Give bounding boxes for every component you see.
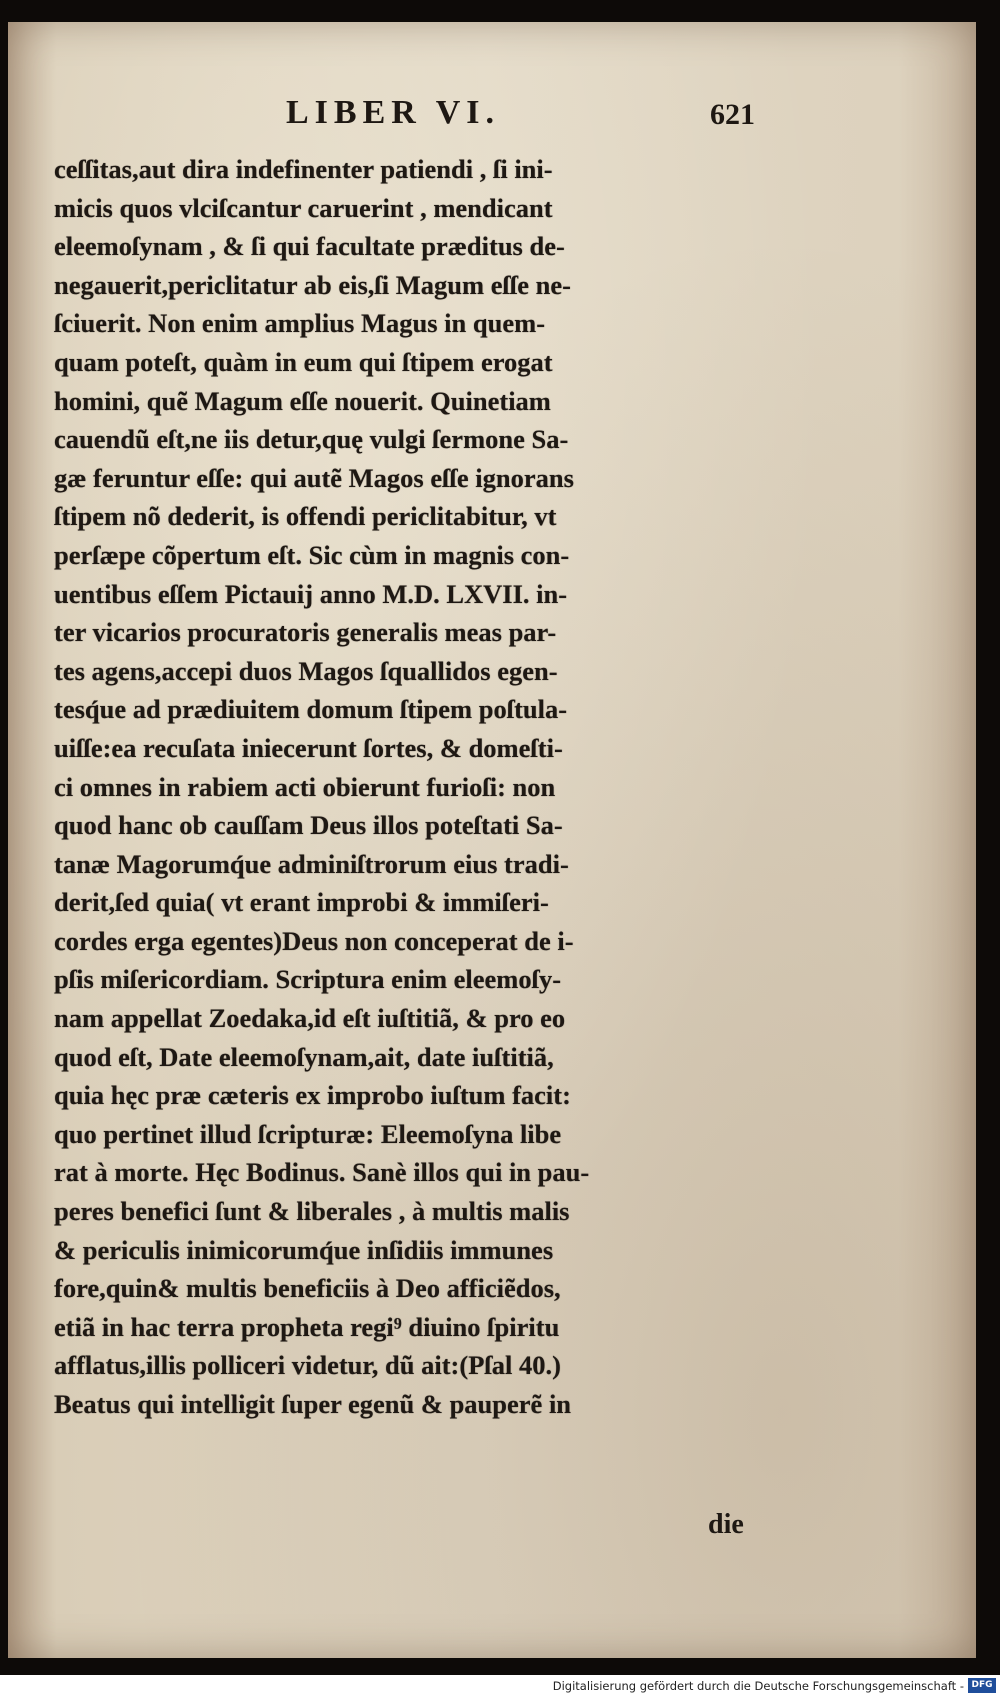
text-line: eleemoſynam , & ſi qui facultate præditus de- xyxy=(54,231,565,262)
text-line: tesq́ue ad prædiuitem domum ſtipem poſtula- xyxy=(54,694,568,725)
text-block xyxy=(54,150,774,1424)
funding-credit: Digitalisierung gefördert durch die Deutsche Forschungsgemeinschaft - xyxy=(552,1679,964,1693)
text-line: gæ feruntur eſſe: qui autẽ Magos eſſe ignorans xyxy=(54,462,574,493)
page-number: 621 xyxy=(710,98,755,131)
text-line: peres benefici ſunt & liberales , à multis malis xyxy=(54,1196,570,1227)
text-line: tanæ Magorumq́ue adminiſtrorum eius tradi- xyxy=(54,848,569,879)
book-page xyxy=(8,22,976,1658)
text-line: quod hanc ob cauſſam Deus illos poteſtati Sa- xyxy=(54,810,563,841)
text-line: derit,ſed quia( vt erant improbi & immiſeri- xyxy=(54,887,549,918)
text-line: uentibus eſſem Pictauij anno M.D. LXVII. in- xyxy=(54,578,568,609)
text-line: nam appellat Zoedaka,id eſt iuſtitiã, & pro eo xyxy=(54,1003,566,1034)
text-line: tes agens,accepi duos Magos ſquallidos egen- xyxy=(54,655,558,686)
text-line: ci omnes in rabiem acti obierunt furioſi: non xyxy=(54,771,556,802)
text-line: cordes erga egentes)Deus non conceperat de i- xyxy=(54,925,574,956)
text-line: negauerit,periclitatur ab eis,ſi Magum eſſe ne- xyxy=(54,269,571,300)
text-line: etiã in hac terra propheta regi⁹ diuino ſpiritu xyxy=(54,1311,560,1342)
text-line: homini, quẽ Magum eſſe nouerit. Quinetiam xyxy=(54,385,551,416)
text-line: afflatus,illis polliceri videtur, dũ ait:(Pſal 40.) xyxy=(54,1350,561,1381)
text-line: pſis miſericordiam. Scriptura enim eleemoſy- xyxy=(54,964,562,995)
text-line: quo pertinet illud ſcripturæ: Eleemoſyna libe xyxy=(54,1118,562,1149)
text-line: rat à morte. Hęc Bodinus. Sanè illos qui in pau- xyxy=(54,1157,590,1188)
text-line: quam poteſt, quàm in eum qui ſtipem erogat xyxy=(54,346,553,377)
catchword: die xyxy=(708,1509,744,1540)
text-line: perſæpe cõpertum eſt. Sic cùm in magnis con- xyxy=(54,539,570,570)
dfg-logo-icon: DFG xyxy=(968,1678,996,1693)
text-line: quod eſt, Date eleemoſynam,ait, date iuſtitiã, xyxy=(54,1041,554,1072)
footer-bar xyxy=(0,1675,1000,1698)
running-title: LIBER VI. xyxy=(286,94,500,131)
text-line: ceſſitas,aut dira indefinenter patiendi , ſi ini- xyxy=(54,154,553,184)
text-line: fore,quin& multis beneficiis à Deo afficiẽdos, xyxy=(54,1273,561,1304)
text-line: ſtipem nõ dederit, is offendi periclitabitur, vt xyxy=(54,501,557,532)
text-line: ter vicarios procuratoris generalis meas par- xyxy=(54,617,557,648)
text-line: uiſſe:ea recuſata iniecerunt ſortes, & domeſti- xyxy=(54,732,563,763)
text-line: & periculis inimicorumq́ue inſidiis immunes xyxy=(54,1234,554,1265)
text-line: quia hęc præ cæteris ex improbo iuſtum facit: xyxy=(54,1080,571,1111)
running-head xyxy=(8,94,976,144)
text-line: Beatus qui intelligit ſuper egenũ & pauperẽ in xyxy=(54,1389,572,1419)
text-line: micis quos vlciſcantur caruerint , mendicant xyxy=(54,192,553,223)
text-line: cauendũ eſt,ne iis detur,quę vulgi ſermone Sa- xyxy=(54,424,569,455)
text-line: ſciuerit. Non enim amplius Magus in quem- xyxy=(54,308,546,339)
